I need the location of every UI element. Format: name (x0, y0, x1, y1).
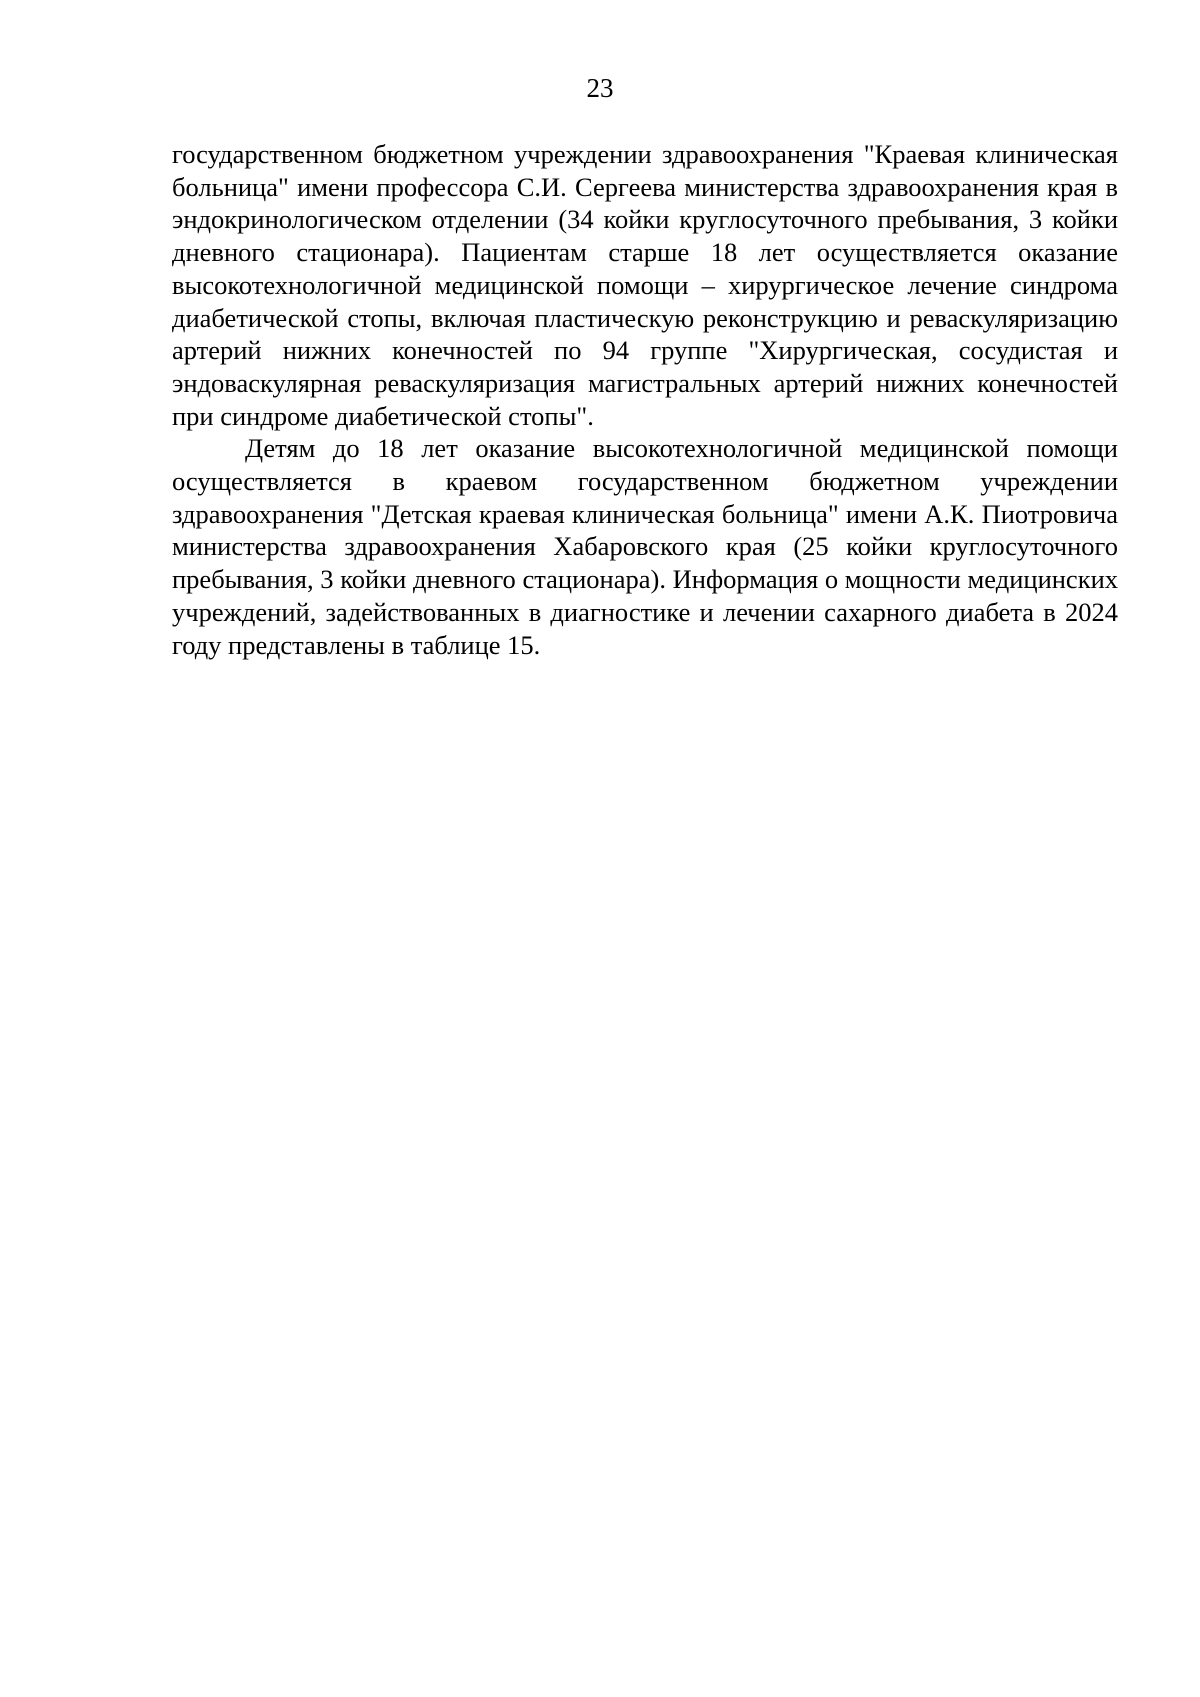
paragraph-children-care: Детям до 18 лет оказание высокотехнологичной медицинской помощи осуществляется в краевом государственном бюджетном учреждении здравоохранения "Детская краевая клиническая больница" имени А.К. Пиотровича министерства здравоохранения Хабаровского края (25 койки круглосуточного пребывания, 3 койки дневного стационара). Информация о мощности медицинских учреждений, задействованных в диагностике и лечении сахарного диабета в 2024 году представлены в таблице 15. (172, 433, 1118, 660)
document-body (172, 138, 1118, 661)
paragraph-continuation: государственном бюджетном учреждении здравоохранения "Краевая клиническая больница" имени профессора С.И. Сергеева министерства здравоохранения края в эндокринологическом отделении (34 койки круглосуточного пребывания, 3 койки дневного стационара). Пациентам старше 18 лет осуществляется оказание высокотехнологичной медицинской помощи – хирургическое лечение синдрома диабетической стопы, включая пластическую реконструкцию и реваскуляризацию артерий нижних конечностей по 94 группе "Хирургическая, сосудистая и эндоваскулярная реваскуляризация магистральных артерий нижних конечностей при синдроме диабетической стопы". (172, 139, 1118, 431)
page-number: 23 (586, 73, 614, 103)
